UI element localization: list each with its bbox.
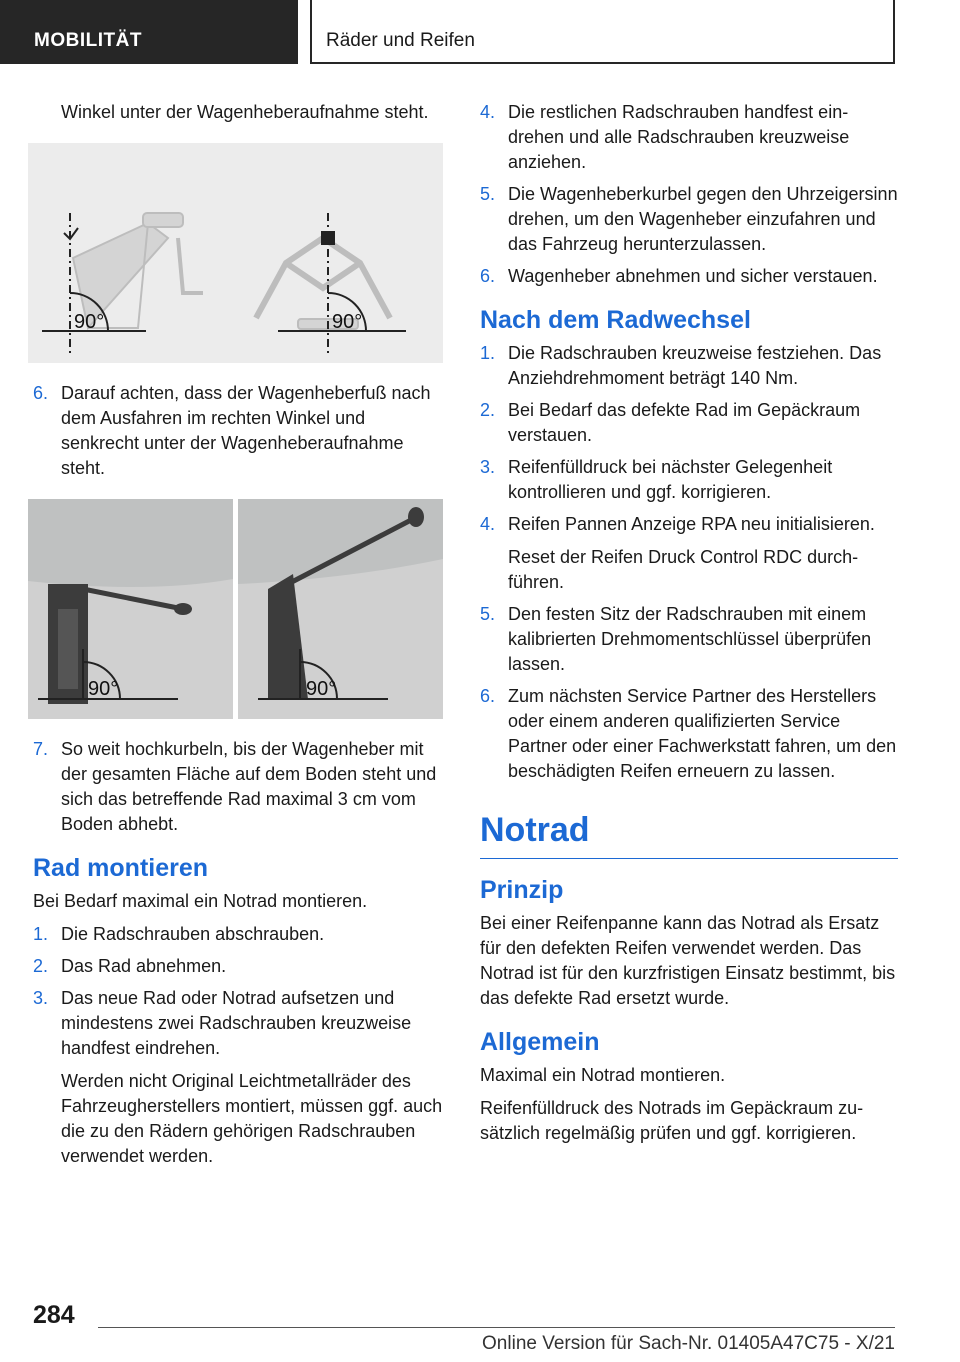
step-number: 2 .: [480, 398, 508, 448]
list-item: [33, 737, 448, 837]
step-note: Werden nicht Original Leichtmetallräder des Fahrzeugherstellers montiert, müssen ggf. auch die zu den Rädern gehörigen Radschrauben verwendet werden.: [61, 1071, 443, 1166]
step-text: Die Radschrauben kreuzweise festziehen. Das Anziehdrehmoment beträgt 140 Nm.: [508, 343, 882, 388]
step-number: 7 .: [33, 737, 61, 837]
heading-rad-montieren: Rad montieren: [33, 854, 209, 882]
step-text: Die Wagenheberkurbel gegen den Uhrzeigersinn drehen, um den Wagenheber einzufahren und das Fahrzeug herunterzulassen.: [508, 184, 898, 254]
footer-divider: [98, 1327, 895, 1328]
step-text: Bei Bedarf das defekte Rad im Gepäckraum verstauen.: [508, 400, 861, 445]
step-number: 6 .: [480, 684, 508, 784]
step-text: Die restlichen Radschrauben handfest eindrehen und alle Radschrauben kreuzweise anziehen.: [508, 102, 850, 172]
allgemein-text-2: Reifenfülldruck des Notrads im Gepäckraum zusätzlich regelmäßig prüfen und ggf. korrigieren.: [480, 1098, 864, 1143]
footer-text: Online Version für Sach-Nr. 01405A47C75 - X/21: [482, 1333, 895, 1354]
allgemein-text-1: Maximal ein Notrad montieren.: [480, 1065, 726, 1085]
list-item: [33, 986, 448, 1169]
jack-angle-figure: [28, 143, 443, 363]
step-number: 3 .: [33, 986, 61, 1169]
step-number: 2 .: [33, 954, 61, 979]
rad-montieren-intro: Bei Bedarf maximal ein Notrad montieren.: [33, 891, 368, 911]
step-text: Den festen Sitz der Radschrauben mit einem kalibrierten Drehmomentschlüssel überprüfen lassen.: [508, 604, 872, 674]
step-text: Reifenfülldruck bei nächster Gelegenheit kontrollieren und ggf. korrigieren.: [508, 457, 833, 502]
step-number: 5 .: [480, 602, 508, 677]
step-number: 4 .: [480, 512, 508, 595]
list-item: [33, 922, 448, 947]
list-item: [480, 341, 898, 391]
heading-prinzip: Prinzip: [480, 876, 564, 904]
list-item: [480, 182, 898, 257]
step-text: Die Radschrauben abschrauben.: [61, 924, 325, 944]
right-column: [480, 100, 898, 1154]
list-item: [480, 602, 898, 677]
fig2-angle-label-right: 90°: [306, 678, 337, 700]
list-item: [33, 954, 448, 979]
fig1-angle-label-left: 90°: [74, 311, 105, 333]
heading-notrad: Notrad: [480, 810, 898, 859]
fig1-angle-label-right: 90°: [332, 311, 363, 333]
list-item: [480, 398, 898, 448]
step-number: 6 .: [480, 264, 508, 289]
section-title: MOBILITÄT: [34, 30, 142, 51]
list-item: [480, 512, 898, 595]
step-text: Wagenheber abnehmen und sicher verstauen.: [508, 266, 878, 286]
page-number: 284: [33, 1301, 75, 1329]
step-number: 3 .: [480, 455, 508, 505]
list-item: [480, 264, 898, 289]
step-number: 5 .: [480, 182, 508, 257]
step-text: Darauf achten, dass der Wagenheberfuß nach dem Ausfahren im rechten Winkel und senkrecht unter der Wagenheberaufnahme steht.: [61, 383, 431, 478]
step-number: 4 .: [480, 100, 508, 175]
step-text: So weit hochkurbeln, bis der Wagenheber mit der gesamten Fläche auf dem Boden steht und sich das betreffende Rad maximal 3 cm vom Boden abhebt.: [61, 739, 437, 834]
step-text: Reifen Pannen Anzeige RPA neu initialisieren.: [508, 514, 875, 534]
list-item: [480, 684, 898, 784]
heading-allgemein: Allgemein: [480, 1028, 600, 1056]
jack-photo-figure: [28, 499, 443, 719]
fig2-angle-label-left: 90°: [88, 678, 119, 700]
list-item: [480, 100, 898, 175]
chapter-title: Räder und Reifen: [326, 30, 475, 51]
step-number: 6 .: [33, 381, 61, 481]
section-header: [0, 0, 298, 64]
heading-nach-dem-radwechsel: Nach dem Radwechsel: [480, 306, 751, 334]
step-text: Zum nächsten Service Partner des Herstellers oder einem anderen qualifizierten Service Partner oder einer Fachwerkstatt fahren, um den beschädigten Reifen erneuern zu lassen.: [508, 686, 897, 781]
step-text: Das neue Rad oder Notrad aufsetzen und mindestens zwei Radschrauben kreuzweise handfest eindrehen.: [61, 988, 412, 1058]
prinzip-text: Bei einer Reifenpanne kann das Notrad als Ersatz für den defekten Reifen verwendet werden. Das Notrad ist für den kurzfristigen Einsatz bestimmt, bis das defekte Rad ersetzt wurde.: [480, 913, 896, 1008]
list-item: [33, 381, 448, 481]
step-number: 1 .: [480, 341, 508, 391]
step-number: 1 .: [33, 922, 61, 947]
step-text: Das Rad abnehmen.: [61, 956, 227, 976]
intro-text: Winkel unter der Wagenheberaufnahme steht.: [61, 102, 429, 122]
left-column: [33, 100, 448, 1176]
chapter-header: [310, 0, 895, 64]
step-note: Reset der Reifen Druck Control RDC durchführen.: [508, 547, 859, 592]
list-item: [480, 455, 898, 505]
